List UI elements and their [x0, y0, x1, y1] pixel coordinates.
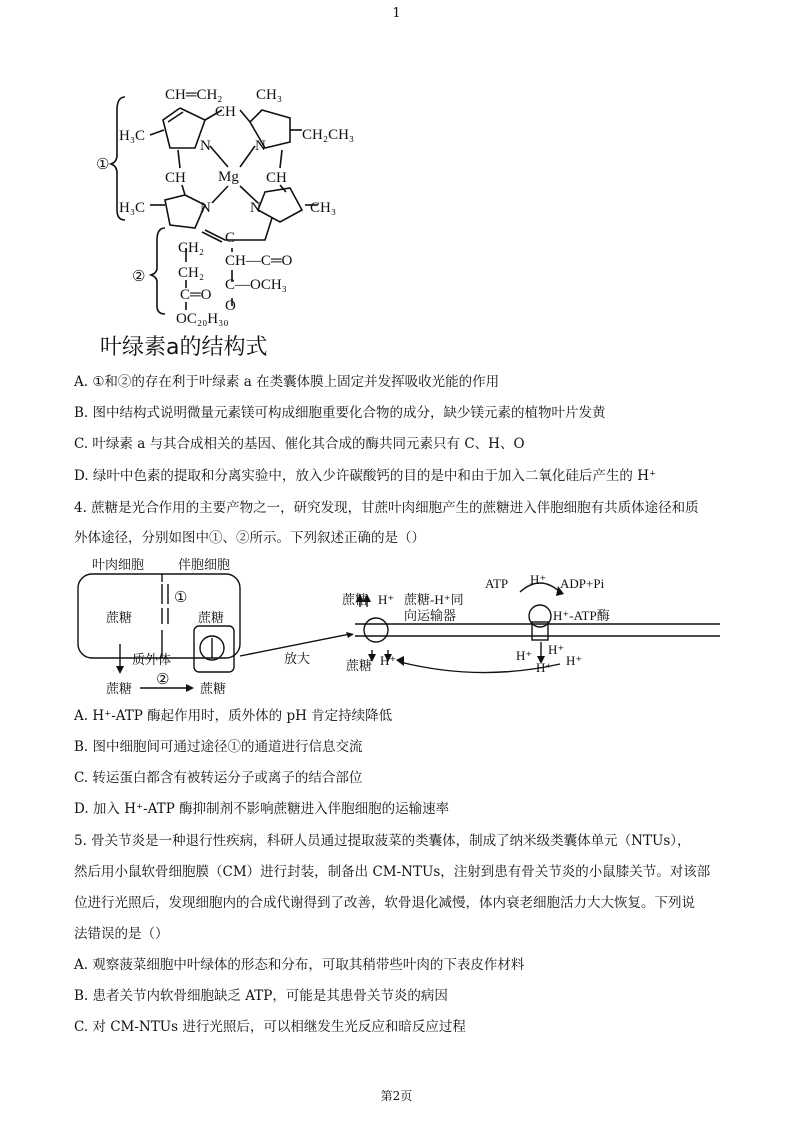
label-atpase: H⁺-ATP酶 — [553, 608, 610, 623]
label-h3c-2: H₃C — [119, 200, 146, 216]
label-n4: N — [250, 200, 261, 216]
q4-option-b: B. 图中细胞间可通过途径①的通道进行信息交流 — [74, 739, 363, 755]
label-mesophyll: 叶肉细胞 — [92, 557, 145, 572]
label-adp: ADP+Pi — [560, 576, 605, 591]
q4-option-a: A. H⁺-ATP 酶起作用时，质外体的 pH 肯定持续降低 — [74, 708, 393, 724]
group-label-1: ① — [96, 157, 110, 173]
label-companion: 伴胞细胞 — [178, 557, 231, 572]
q3-option-c: C. 叶绿素 a 与其合成相关的基因、催化其合成的酶共同元素只有 C、H、O — [74, 436, 525, 452]
label-atp: ATP — [485, 576, 509, 591]
label-sucrose-below: 蔗糖 — [346, 658, 373, 673]
label-apoplast: 质外体 — [132, 652, 172, 667]
label-h-3: H⁺ — [536, 660, 553, 675]
q4-stem-line-1: 4. 蔗糖是光合作用的主要产物之一，研究发现，甘蔗叶肉细胞产生的蔗糖进入伴胞细胞有共质体途径和质 — [74, 500, 699, 516]
label-c-mid: C — [225, 230, 236, 246]
label-sucrose-right: 蔗糖 — [198, 610, 225, 625]
q5-option-c: C. 对 CM-NTUs 进行光照后，可以相继发生光反应和暗反应过程 — [74, 1019, 466, 1035]
sucrose-transport-diagram — [0, 552, 793, 702]
label-o-2: O — [225, 298, 236, 314]
q5-stem-line-2: 然后用小鼠软骨细胞膜（CM）进行封装，制备出 CM-NTUs，注射到患有骨关节炎的小鼠膝关节。对该部 — [74, 864, 711, 880]
q5-stem-line-4: 法错误的是（） — [74, 926, 169, 942]
label-mg: Mg — [218, 169, 239, 185]
q5-option-a: A. 观察菠菜细胞中叶绿体的形态和分布，可取其稍带些叶肉的下表皮作材料 — [74, 957, 525, 973]
label-c-och3: C—OCH₃ — [225, 277, 287, 293]
label-h-4: H⁺ — [566, 653, 583, 668]
chlorophyll-structure — [0, 0, 793, 330]
label-ch2-2: CH₂ — [178, 265, 205, 281]
label-path-1: ① — [174, 590, 188, 606]
label-ch-c: CH — [266, 170, 287, 186]
label-ch-co: CH—C═O — [225, 253, 293, 269]
label-ethyl: CH₂CH₃ — [302, 127, 355, 143]
label-cotransporter-1: 蔗糖-H⁺同 — [404, 592, 464, 607]
label-ch3-a: CH₃ — [256, 87, 283, 103]
label-cotransporter-2: 向运输器 — [404, 608, 457, 623]
label-ch-b: CH — [165, 170, 186, 186]
q5-option-b: B. 患者关节内软骨细胞缺乏 ATP，可能是其患骨关节炎的病因 — [74, 988, 448, 1004]
structure-caption: 叶绿素a的结构式 — [100, 335, 268, 360]
label-vinyl: CH═CH₂ — [165, 87, 223, 103]
q3-option-a: A. ①和②的存在利于叶绿素 a 在类囊体膜上固定并发挥吸收光能的作用 — [74, 374, 500, 390]
q4-option-d: D. 加入 H⁺-ATP 酶抑制剂不影响蔗糖进入伴胞细胞的运输速率 — [74, 801, 450, 817]
q4-stem-line-2: 外体途径，分别如图中①、②所示。下列叙述正确的是（） — [74, 530, 425, 546]
label-ch2-1: CH₂ — [178, 240, 205, 256]
label-ch-a: CH — [215, 104, 236, 120]
label-h-2: H⁺ — [548, 642, 565, 657]
label-sucrose-bottom-left: 蔗糖 — [106, 681, 133, 696]
label-path-2: ② — [156, 672, 170, 688]
label-n1: N — [200, 138, 211, 154]
label-h-top: H⁺ — [378, 592, 395, 607]
q4-option-c: C. 转运蛋白都含有被转运分子或离子的结合部位 — [74, 770, 363, 786]
label-sucrose-left: 蔗糖 — [106, 610, 133, 625]
label-n3: N — [200, 200, 211, 216]
label-h-below: H⁺ — [380, 653, 397, 668]
label-ch3-b: CH₃ — [310, 200, 337, 216]
label-h-atp: H⁺ — [530, 572, 547, 587]
label-sucrose-bottom-right: 蔗糖 — [200, 681, 227, 696]
label-h3c-1: H₃C — [119, 128, 146, 144]
q3-option-b: B. 图中结构式说明微量元素镁可构成细胞重要化合物的成分，缺少镁元素的植物叶片发黄 — [74, 405, 606, 421]
label-oc20h30: OC₂₀H₃₀ — [176, 311, 229, 327]
group-label-2: ② — [132, 269, 146, 285]
label-h-1: H⁺ — [516, 648, 533, 663]
page-footer: 第2页 — [380, 1089, 413, 1103]
page-number: 1 — [392, 6, 401, 21]
label-n2: N — [255, 138, 266, 154]
label-sucrose-top: 蔗糖 — [342, 592, 369, 607]
q3-option-d: D. 绿叶中色素的提取和分离实验中，放入少许碳酸钙的目的是中和由于加入二氧化硅后产生的 H⁺ — [74, 468, 657, 484]
label-c-o-1: C═O — [180, 287, 212, 303]
q5-stem-line-3: 位进行光照后，发现细胞内的合成代谢得到了改善，软骨退化减慢，体内衰老细胞活力大大恢复。下列说 — [74, 895, 695, 911]
label-magnify: 放大 — [284, 651, 311, 666]
q5-stem-line-1: 5. 骨关节炎是一种退行性疾病，科研人员通过提取菠菜的类囊体，制成了纳米级类囊体单元（NTUs）， — [74, 833, 691, 849]
